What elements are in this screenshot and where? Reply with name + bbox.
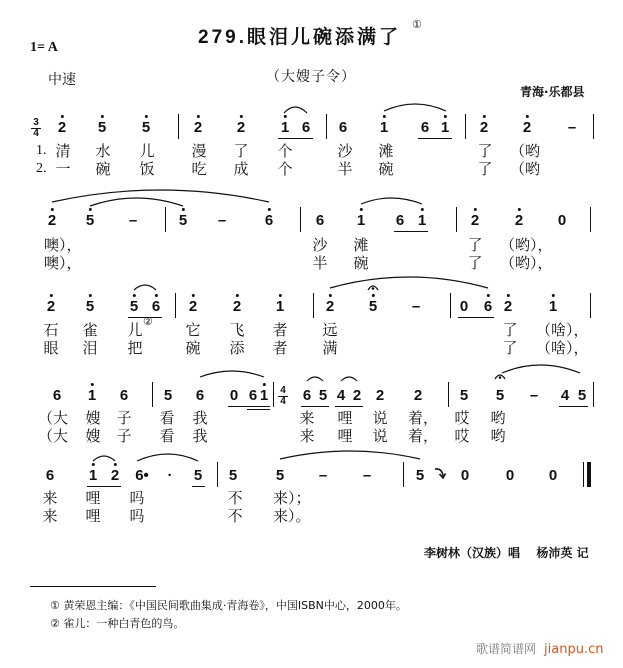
note: 6 bbox=[195, 387, 205, 404]
barline bbox=[300, 207, 301, 232]
lyric: 吃 bbox=[191, 160, 207, 178]
time-sig-top: 4 bbox=[280, 385, 286, 396]
lyric: 不 bbox=[227, 507, 243, 525]
note: 5 bbox=[415, 467, 425, 484]
lyric: 噢）， bbox=[44, 254, 82, 272]
note: 6 bbox=[302, 387, 312, 404]
lyric: 儿 bbox=[139, 142, 155, 160]
augmentation-dot: · bbox=[167, 467, 173, 484]
lyric: 了 bbox=[233, 142, 249, 160]
lyric: （哟 bbox=[510, 160, 541, 178]
note: 5 bbox=[368, 298, 378, 315]
lyric: 成 bbox=[233, 160, 249, 178]
lyric: 远 bbox=[322, 321, 338, 339]
lyric: 哩 bbox=[337, 409, 353, 427]
barline bbox=[403, 462, 404, 487]
score-row-5 bbox=[0, 467, 623, 537]
barline bbox=[313, 293, 314, 318]
note: 6 bbox=[395, 212, 405, 229]
lyric-footnote-mark: ② bbox=[143, 315, 153, 328]
barline bbox=[593, 382, 594, 407]
watermark bbox=[476, 640, 603, 658]
note: 2 bbox=[110, 467, 120, 484]
note: 2 bbox=[47, 212, 57, 229]
title-footnote-mark: ① bbox=[412, 18, 422, 31]
note: 2 bbox=[503, 298, 513, 315]
score-row-3 bbox=[0, 298, 623, 368]
glide-down-arrow-icon bbox=[433, 466, 447, 480]
note: 6 bbox=[52, 387, 62, 404]
lyric: （哟）， bbox=[500, 254, 553, 272]
note: 2 bbox=[46, 298, 56, 315]
time-signature bbox=[30, 118, 42, 138]
lyric: 哎 bbox=[454, 409, 470, 427]
tempo-marking: 中速 bbox=[48, 72, 76, 88]
footnote-2 bbox=[50, 615, 184, 631]
lyric: 哩 bbox=[85, 507, 101, 525]
lyric: 碗 bbox=[185, 339, 201, 357]
note: 1 bbox=[548, 298, 558, 315]
barline bbox=[165, 207, 166, 232]
beam-underline bbox=[192, 486, 205, 487]
song-origin: 青海·乐都县 bbox=[520, 85, 585, 99]
note: 5 bbox=[141, 119, 151, 136]
lyric: 哟 bbox=[490, 427, 506, 445]
note: 2 bbox=[232, 298, 242, 315]
note: 2 bbox=[514, 212, 524, 229]
lyric: 者 bbox=[272, 321, 288, 339]
note: 5 bbox=[459, 387, 469, 404]
note: 6 bbox=[119, 387, 129, 404]
slur-marks bbox=[0, 188, 623, 212]
note: 5 bbox=[178, 212, 188, 229]
note: 1 bbox=[356, 212, 366, 229]
barline bbox=[152, 382, 153, 407]
lyric: 噢）， bbox=[44, 236, 82, 254]
note: 1 bbox=[417, 212, 427, 229]
slur-marks bbox=[0, 274, 623, 298]
fermata-icon bbox=[367, 282, 379, 291]
footnote-text: 黄荣恩主编：《中国民间歌曲集成·青海卷》，中国ISBN中心，2000年。 bbox=[63, 599, 407, 612]
barline bbox=[217, 462, 218, 487]
lyric: 来）； bbox=[273, 489, 311, 507]
lyric: 漫 bbox=[191, 142, 207, 160]
lyric: 沙 bbox=[312, 236, 328, 254]
lyric: 个 bbox=[277, 160, 293, 178]
note: 5 bbox=[97, 119, 107, 136]
lyric: （啥）， bbox=[536, 339, 589, 357]
note: 6 bbox=[264, 212, 274, 229]
note: 2 bbox=[522, 119, 532, 136]
lyric: 滩 bbox=[353, 236, 369, 254]
note: 5 bbox=[228, 467, 238, 484]
lyric: 吗 bbox=[129, 507, 145, 525]
barline bbox=[175, 293, 176, 318]
beam-underline bbox=[458, 317, 494, 318]
lyric: 着， bbox=[408, 427, 439, 445]
note: 5 bbox=[577, 387, 587, 404]
rest: 0 bbox=[557, 212, 567, 229]
note: 1 bbox=[87, 387, 97, 404]
lyric: 把 bbox=[127, 339, 143, 357]
lyric: 石 bbox=[43, 321, 59, 339]
lyric: （大 bbox=[38, 409, 69, 427]
footnote-1 bbox=[50, 597, 407, 613]
lyric: 添 bbox=[229, 339, 245, 357]
beam-underline bbox=[87, 486, 121, 487]
note-extension-dash: – bbox=[411, 298, 421, 315]
lyric: 了 bbox=[502, 321, 518, 339]
lyric: 子 bbox=[116, 427, 132, 445]
lyric: 沙 bbox=[337, 142, 353, 160]
verse-label: 1. bbox=[36, 143, 47, 158]
lyric: 半 bbox=[337, 160, 353, 178]
lyric: 泪 bbox=[82, 339, 98, 357]
note: 1 bbox=[275, 298, 285, 315]
lyric: 看 bbox=[159, 409, 175, 427]
note: 5 bbox=[85, 212, 95, 229]
time-sig-bottom: 4 bbox=[280, 396, 286, 408]
note: 2 bbox=[325, 298, 335, 315]
note-extension-dash: – bbox=[217, 212, 227, 229]
note: 1 bbox=[259, 387, 269, 404]
barline bbox=[326, 114, 327, 139]
lyric: 子 bbox=[116, 409, 132, 427]
lyric: 了 bbox=[502, 339, 518, 357]
footnote-mark: ② bbox=[50, 617, 60, 630]
lyric: 说 bbox=[372, 409, 388, 427]
barline bbox=[593, 114, 594, 139]
lyric: 了 bbox=[467, 236, 483, 254]
note: 6 bbox=[420, 119, 430, 136]
barline bbox=[450, 293, 451, 318]
lyric: 了 bbox=[477, 160, 493, 178]
watermark-site-name: 歌谱简谱网 bbox=[476, 642, 537, 656]
lyric: 碗 bbox=[95, 160, 111, 178]
barline bbox=[590, 293, 591, 318]
lyric: 我 bbox=[192, 427, 208, 445]
slur-marks bbox=[0, 95, 623, 119]
lyric: 哩 bbox=[85, 489, 101, 507]
note: 6 bbox=[151, 298, 161, 315]
note-extension-dash: – bbox=[362, 467, 372, 484]
barline bbox=[465, 114, 466, 139]
note: 1 bbox=[379, 119, 389, 136]
lyric: 雀 bbox=[82, 321, 98, 339]
note: 2 bbox=[352, 387, 362, 404]
lyric: （哟）， bbox=[500, 236, 553, 254]
note: 5 bbox=[85, 298, 95, 315]
note: 2 bbox=[57, 119, 67, 136]
footnote-mark: ① bbox=[50, 599, 60, 612]
time-sig-top: 3 bbox=[33, 117, 39, 128]
lyric: 水 bbox=[95, 142, 111, 160]
lyric: 嫂 bbox=[85, 427, 101, 445]
beam-underline bbox=[394, 231, 428, 232]
beam-underline-double bbox=[247, 409, 270, 410]
barline bbox=[590, 207, 591, 232]
note: 2 bbox=[470, 212, 480, 229]
note: 5 bbox=[129, 298, 139, 315]
note: 6 bbox=[45, 467, 55, 484]
fermata-icon bbox=[494, 371, 506, 380]
note: 1 bbox=[440, 119, 450, 136]
lyric: 嫂 bbox=[85, 409, 101, 427]
score-row-2 bbox=[0, 212, 623, 282]
note: 2 bbox=[375, 387, 385, 404]
lyric: （大 bbox=[38, 427, 69, 445]
lyric: （啥）， bbox=[536, 321, 589, 339]
lyric: 饭 bbox=[139, 160, 155, 178]
rest: 0 bbox=[505, 467, 515, 484]
score-row-1 bbox=[0, 119, 623, 189]
lyric: 不 bbox=[227, 489, 243, 507]
note: 6 bbox=[301, 119, 311, 136]
time-signature bbox=[277, 386, 289, 406]
lyric: 者 bbox=[272, 339, 288, 357]
beam-underline bbox=[228, 406, 270, 407]
note-extension-dash: – bbox=[318, 467, 328, 484]
lyric: 碗 bbox=[378, 160, 394, 178]
lyric: 来）。 bbox=[273, 507, 311, 525]
transcriber-credit: 杨沛英 记 bbox=[536, 546, 589, 560]
note-extension-dash: – bbox=[128, 212, 138, 229]
lyric: 哎 bbox=[454, 427, 470, 445]
rest: 0 bbox=[460, 467, 470, 484]
note: 5 bbox=[193, 467, 203, 484]
note: 5 bbox=[275, 467, 285, 484]
note-extension-dash: – bbox=[529, 387, 539, 404]
lyric: 儿 bbox=[127, 321, 143, 339]
lyric: 半 bbox=[312, 254, 328, 272]
lyric: 哩 bbox=[337, 427, 353, 445]
lyric: 它 bbox=[185, 321, 201, 339]
lyric: 了 bbox=[477, 142, 493, 160]
note: 2 bbox=[413, 387, 423, 404]
footnote-divider bbox=[30, 586, 156, 587]
tune-name: （大嫂子令） bbox=[266, 69, 356, 85]
note: 1 bbox=[88, 467, 98, 484]
lyric: 吗 bbox=[129, 489, 145, 507]
song-title: 279.眼泪儿碗添满了 bbox=[198, 27, 401, 48]
barline bbox=[178, 114, 179, 139]
note: 5 bbox=[495, 387, 505, 404]
final-barline-thick bbox=[587, 462, 591, 487]
note: 5 bbox=[318, 387, 328, 404]
lyric: 说 bbox=[372, 427, 388, 445]
lyric: 来 bbox=[42, 489, 58, 507]
beam-underline bbox=[278, 138, 313, 139]
beam-underline bbox=[559, 406, 588, 407]
lyric: 来 bbox=[299, 427, 315, 445]
note: 6 bbox=[483, 298, 493, 315]
lyric: 来 bbox=[42, 507, 58, 525]
beam-underline bbox=[301, 406, 329, 407]
lyric: 我 bbox=[192, 409, 208, 427]
note: 6 bbox=[248, 387, 258, 404]
lyric: 飞 bbox=[229, 321, 245, 339]
final-barline-thin bbox=[583, 462, 584, 487]
barline bbox=[456, 207, 457, 232]
time-sig-bottom: 4 bbox=[33, 128, 39, 140]
lyric: 着， bbox=[408, 409, 439, 427]
note: 2 bbox=[236, 119, 246, 136]
lyric: 碗 bbox=[353, 254, 369, 272]
lyric: 看 bbox=[159, 427, 175, 445]
lyric: 清 bbox=[55, 142, 71, 160]
credits bbox=[424, 544, 589, 561]
note: 6 bbox=[315, 212, 325, 229]
lyric: （哟 bbox=[510, 142, 541, 160]
lyric: 来 bbox=[299, 409, 315, 427]
rest: 0 bbox=[548, 467, 558, 484]
key-signature: 1= A bbox=[30, 40, 58, 55]
note: 4 bbox=[336, 387, 346, 404]
note: 4 bbox=[560, 387, 570, 404]
note: 1 bbox=[280, 119, 290, 136]
note: 5 bbox=[163, 387, 173, 404]
lyric: 滩 bbox=[378, 142, 394, 160]
footnote-text: 雀儿：一种白青色的鸟。 bbox=[63, 617, 185, 630]
lyric: 满 bbox=[322, 339, 338, 357]
lyric: 眼 bbox=[43, 339, 59, 357]
beam-underline bbox=[335, 406, 363, 407]
verse-label: 2. bbox=[36, 161, 47, 176]
note: 2 bbox=[193, 119, 203, 136]
lyric: 哟 bbox=[490, 409, 506, 427]
lyric: 一 bbox=[55, 160, 71, 178]
rest: 0 bbox=[459, 298, 469, 315]
lyric: 了 bbox=[467, 254, 483, 272]
barline bbox=[448, 382, 449, 407]
note: 6 bbox=[338, 119, 348, 136]
note: 2 bbox=[479, 119, 489, 136]
barline bbox=[273, 382, 274, 407]
watermark-domain: jianpu.cn bbox=[544, 642, 604, 657]
note: 2 bbox=[188, 298, 198, 315]
note-extension-dash: – bbox=[567, 119, 577, 136]
rest: 0 bbox=[229, 387, 239, 404]
beam-underline bbox=[418, 138, 452, 139]
performer-credit: 李树林（汉族）唱 bbox=[424, 546, 521, 560]
lyric: 个 bbox=[277, 142, 293, 160]
dotted-note: 6• bbox=[135, 467, 149, 484]
